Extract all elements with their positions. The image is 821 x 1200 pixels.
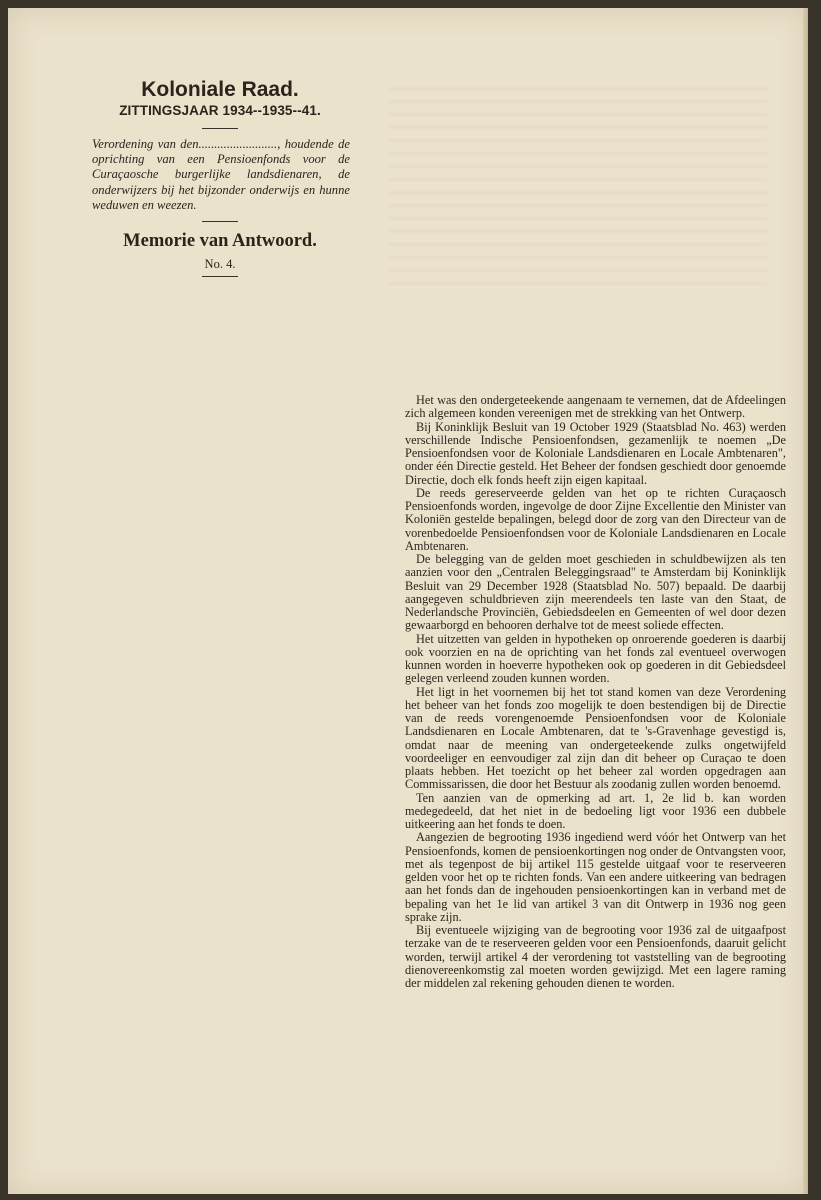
divider-rule (202, 128, 238, 129)
council-title: Koloniale Raad. (141, 78, 299, 101)
document-number: No. 4. (204, 257, 236, 272)
body-paragraph: Bij Koninklijk Besluit van 19 October 1929 (Staatsblad No. 463) werden verschillende Indische Pensioenfondsen, gezamenlijk te noemen „De Pensioenfondsen voor de Koloniale Landsdienaren en Locale Ambtenaren", onder één Directie gesteld. Het Beheer der fondsen geschiedt door genoemde Directie, doch elk fonds heeft zijn eigen kapitaal. (405, 419, 786, 487)
body-paragraph: Het uitzetten van gelden in hypotheken op onroerende goederen is daarbij ook voorzien en na de oprichting van het fonds zal eventueel overwogen kunnen worden in hoeverre hypotheken ook op goederen in dit Gebiedsdeel gelegen verleend zouden kunnen worden. (405, 631, 786, 686)
divider-rule (202, 221, 238, 222)
body-paragraph: Het was den ondergeteekende aangenaam te vernemen, dat de Afdeelingen zich algemeen konden vereenigen met de strekking van het Ontwerp. (405, 393, 786, 421)
body-paragraph: Bij eventueele wijziging van de begrooting voor 1936 zal de uitgaafpost terzake van de te reserveeren gelden voor een Pensioenfonds, daaruit gelicht worden, terwijl artikel 4 der verordening tot vaststelling van de begrooting dienovereenkomstig zal moeten worden gewijzigd. Met een lagere raming der middelen zal rekening gehouden dienen te worden. (405, 923, 786, 990)
body-paragraph: Aangezien de begrooting 1936 ingediend werd vóór het Ontwerp van het Pensioenfonds, komen de pensioenkortingen nog onder de Ontvangsten voor, met als tegenpost de bij artikel 115 gestelde uitgaaf voor te reserveeren gelden voor het op te richten fonds. Van een andere uitkeering van bedragen aan het fonds dan de ingehouden pensioenkortingen kan in verband met de bepaling van het 1e lid van artikel 3 van dit Ontwerp in 1936 nog geen sprake zijn. (405, 830, 786, 924)
body-text (405, 394, 786, 990)
memorie-heading: Memorie van Antwoord. (123, 231, 317, 252)
document-page (8, 8, 808, 1194)
body-paragraph: Ten aanzien van de opmerking ad art. 1, 2e lid b. kan worden medegedeeld, dat het niet in de bedoeling ligt voor 1936 een dubbele uitkeering aan het fonds te doen. (405, 790, 786, 831)
session-year: ZITTINGSJAAR 1934--1935--41. (119, 103, 321, 118)
body-paragraph: De belegging van de gelden moet geschieden in schuldbewijzen als ten aanzien voor den „Centralen Beleggingsraad" te Amsterdam bij Koninklijk Besluit van 29 December 1928 (Staatsblad No. 507) bepaald. De daarbij aangegeven schuldbrieven zijn meerendeels ten laste van den Staat, de Nederlandsche Provinciën, Gebiedsdeelen en Gemeenten of wel door dezen gewaarborgd en behooren derhalve tot de meest soliede effecten. (405, 552, 786, 633)
page-edge (803, 8, 808, 1194)
body-paragraph: Het ligt in het voornemen bij het tot stand komen van deze Verordening het beheer van het fonds zoo mogelijk te doen bestendigen bij de Directie van de reeds vorengenoemde Pensioenfondsen voor de Koloniale Landsdienaren en Locale Ambtenaren, dat te 's-Gravenhage gevestigd is, omdat naar de meening van ondergeteekende zulks ongetwijfeld voordeeliger en eenvoudiger zal zijn dan dit beheer op Curaçao te doen plaats hebben. Het toezicht op het beheer zal worden opgedragen aan Commissarissen, die door het Bestuur als zoodanig zullen worden benoemd. (405, 684, 786, 792)
show-through-text (388, 88, 768, 308)
document-header (88, 78, 352, 285)
divider-rule (202, 276, 238, 277)
body-paragraph: De reeds gereserveerde gelden van het op te richten Curaçaosch Pensioenfonds worden, ingevolge de door Zijne Excellentie den Minister van Koloniën gestelde bepalingen, belegd door de zorg van den Directeur van de vorenbedoelde Pensioenfondsen voor de Koloniale Landsdienaren en Locale Ambtenaren. (405, 485, 786, 553)
ordinance-subject: Verordening van den........................., houdende de oprichting van een Pensioenfonds voor de Curaçaosche burgerlijke landsdienaren, de onderwijzers bij het bijzonder onderwijs en hunne weduwen en weezen. (92, 137, 350, 212)
